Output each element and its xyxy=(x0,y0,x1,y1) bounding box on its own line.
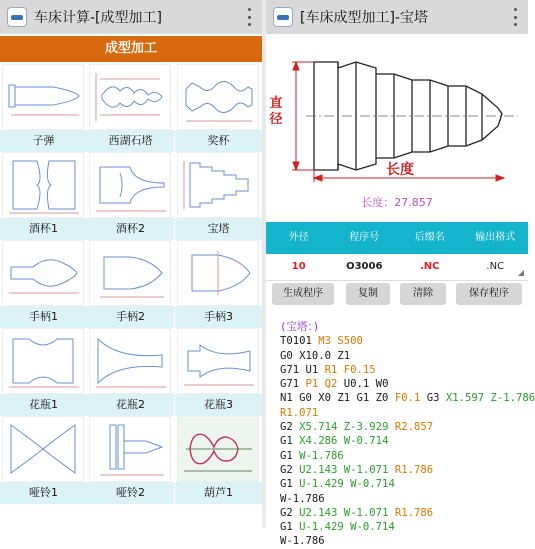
gcode-token: U2.143 xyxy=(299,507,344,519)
gcode-output xyxy=(280,320,526,549)
dumbbell-1-thumbnail xyxy=(2,416,84,482)
vase-2-thumbnail xyxy=(89,328,171,394)
gcode-token: F0.15 xyxy=(344,364,376,376)
gcode-token: G3 xyxy=(427,392,446,404)
lathe-app-icon xyxy=(7,7,27,27)
gcode-token: G2 xyxy=(280,464,299,476)
gcode-line xyxy=(280,449,526,463)
gcode-line xyxy=(280,406,526,420)
gourd-thumbnail xyxy=(177,416,259,482)
gcode-token: R1 xyxy=(325,364,344,376)
gcode-token: G1 xyxy=(280,435,299,447)
shape-item-wine-cup-2[interactable] xyxy=(87,152,174,240)
vase-1-thumbnail xyxy=(2,328,84,394)
column-suffix: 后缀名 xyxy=(397,222,463,254)
trophy-thumbnail xyxy=(177,64,259,130)
shape-item-label: 手柄1 xyxy=(0,306,87,328)
dropdown-arrow-icon xyxy=(518,270,524,276)
gcode-token: U0.1 W0 xyxy=(344,378,389,390)
gcode-token: G71 xyxy=(280,378,306,390)
diameter-label: 直径 xyxy=(268,96,284,128)
shape-item-label: 酒杯1 xyxy=(0,218,87,240)
vase-3-thumbnail xyxy=(177,328,259,394)
gcode-token: G2 xyxy=(280,507,299,519)
gcode-token: W-1.786 xyxy=(280,535,325,547)
gcode-line xyxy=(280,477,526,491)
gcode-line xyxy=(280,420,526,434)
clear-button[interactable]: 清除 xyxy=(400,283,446,305)
shape-item-vase-3[interactable] xyxy=(175,328,262,416)
pagoda-stone-thumbnail xyxy=(89,64,171,130)
shape-item-vase-2[interactable] xyxy=(87,328,174,416)
parameter-inputs xyxy=(266,254,528,281)
shape-item-dumbbell-1[interactable] xyxy=(0,416,87,504)
wine-cup-2-thumbnail xyxy=(89,152,171,218)
gcode-token: X4.286 xyxy=(299,435,344,447)
column-output-format: 输出格式 xyxy=(463,222,529,254)
pagoda-program-screen xyxy=(266,0,528,528)
gcode-token: R1.786 xyxy=(395,464,433,476)
shape-item-west-lake-pagoda[interactable] xyxy=(87,64,174,152)
gcode-line xyxy=(280,434,526,448)
gcode-line xyxy=(280,320,526,334)
gcode-line xyxy=(280,349,526,363)
handle-1-thumbnail xyxy=(2,240,84,306)
shape-item-pagoda[interactable] xyxy=(175,152,262,240)
outer-diameter-input[interactable]: 10 xyxy=(266,254,332,280)
gcode-line xyxy=(280,363,526,377)
shape-item-label: 手柄2 xyxy=(87,306,174,328)
shape-item-handle-3[interactable] xyxy=(175,240,262,328)
shape-item-vase-1[interactable] xyxy=(0,328,87,416)
gcode-token: Q2 xyxy=(325,378,344,390)
gcode-token: F0.1 xyxy=(395,392,427,404)
gcode-line xyxy=(280,506,526,520)
gcode-token: X5.714 xyxy=(299,421,344,433)
gcode-token: W-1.071 xyxy=(344,464,395,476)
gcode-line xyxy=(280,377,526,391)
gcode-token: G1 xyxy=(280,521,299,533)
output-format-value: .NC xyxy=(486,261,504,272)
pagoda-drawing xyxy=(266,34,528,222)
shape-item-label: 奖杯 xyxy=(175,130,262,152)
gcode-token: R2.857 xyxy=(395,421,433,433)
column-program-number: 程序号 xyxy=(332,222,398,254)
shape-item-label: 宝塔 xyxy=(175,218,262,240)
handle-3-thumbnail xyxy=(177,240,259,306)
action-buttons xyxy=(266,283,528,307)
generate-program-button[interactable]: 生成程序 xyxy=(272,283,334,305)
shape-item-label: 哑铃2 xyxy=(87,482,174,504)
bullet-thumbnail xyxy=(2,64,84,130)
gcode-token: Z-3.929 xyxy=(344,421,395,433)
gcode-token: N1 G0 X0 Z1 G1 Z0 xyxy=(280,392,395,404)
gcode-token: Z-1.786 xyxy=(491,392,535,404)
shape-item-label: 手柄3 xyxy=(175,306,262,328)
gcode-line xyxy=(280,534,526,548)
overflow-menu-icon[interactable] xyxy=(248,8,252,26)
gcode-token: T0101 xyxy=(280,335,318,347)
shape-item-wine-cup-1[interactable] xyxy=(0,152,87,240)
shape-menu-screen xyxy=(0,0,262,528)
gcode-token: U-1.429 xyxy=(299,478,350,490)
result-length xyxy=(266,194,528,210)
overflow-menu-icon[interactable] xyxy=(514,8,518,26)
gcode-token: W-1.071 xyxy=(344,507,395,519)
gcode-token: G2 xyxy=(280,421,299,433)
save-program-button[interactable]: 保存程序 xyxy=(456,283,522,305)
gcode-token: G71 U1 xyxy=(280,364,325,376)
result-length-colon: ： xyxy=(383,196,394,209)
pagoda-thumbnail xyxy=(177,152,259,218)
result-length-label: 长度 xyxy=(361,196,383,209)
shape-item-trophy[interactable] xyxy=(175,64,262,152)
gcode-token: W-1.786 xyxy=(280,493,325,505)
shape-item-handle-1[interactable] xyxy=(0,240,87,328)
column-outer-diameter: 外径 xyxy=(266,222,332,254)
gcode-token: R1.071 xyxy=(280,407,318,419)
section-banner: 成型加工 xyxy=(0,36,262,62)
shape-item-label: 花瓶1 xyxy=(0,394,87,416)
output-format-select[interactable] xyxy=(463,254,529,280)
copy-button[interactable]: 复制 xyxy=(346,283,390,305)
app-title: 车床计算-[成型加工] xyxy=(34,7,162,27)
gcode-token: G1 xyxy=(280,450,299,462)
gcode-token: U-1.429 xyxy=(299,521,350,533)
shape-item-bullet[interactable] xyxy=(0,64,87,152)
lathe-app-icon xyxy=(273,7,293,27)
suffix-input[interactable]: .NC xyxy=(397,254,463,280)
shape-item-dumbbell-2[interactable] xyxy=(87,416,174,504)
result-length-value: 27.857 xyxy=(394,196,433,209)
gcode-line xyxy=(280,391,526,405)
gcode-line xyxy=(280,520,526,534)
gcode-token: W-0.714 xyxy=(350,521,395,533)
program-number-input[interactable]: O3006 xyxy=(332,254,398,280)
gcode-token: U2.143 xyxy=(299,464,344,476)
dumbbell-2-thumbnail xyxy=(89,416,171,482)
shape-item-label: 西湖石塔 xyxy=(87,130,174,152)
gcode-token: R1.786 xyxy=(395,507,433,519)
shape-item-label: 酒杯2 xyxy=(87,218,174,240)
gcode-token: M3 xyxy=(318,335,337,347)
gcode-line xyxy=(280,463,526,477)
wine-cup-1-thumbnail xyxy=(2,152,84,218)
app-title: [车床成型加工]-宝塔 xyxy=(300,7,428,27)
gcode-token: W-1.786 xyxy=(299,450,344,462)
gcode-token: G0 X10.0 Z1 xyxy=(280,350,350,362)
gcode-token: W-0.714 xyxy=(350,478,395,490)
shape-item-label: 花瓶2 xyxy=(87,394,174,416)
shape-item-label: 花瓶3 xyxy=(175,394,262,416)
length-label: 长度 xyxy=(386,159,414,179)
gcode-token: X1.597 xyxy=(446,392,491,404)
gcode-line xyxy=(280,334,526,348)
gcode-line xyxy=(280,492,526,506)
gcode-token: G1 xyxy=(280,478,299,490)
app-bar xyxy=(266,0,528,34)
shape-item-label: 葫芦1 xyxy=(175,482,262,504)
app-bar xyxy=(0,0,262,34)
parameter-header xyxy=(266,222,528,254)
gcode-token: P1 xyxy=(306,378,325,390)
shape-item-label: 哑铃1 xyxy=(0,482,87,504)
gcode-token: W-0.714 xyxy=(344,435,389,447)
shape-item-label: 子弹 xyxy=(0,130,87,152)
handle-2-thumbnail xyxy=(89,240,171,306)
gcode-token: (宝塔：) xyxy=(280,321,319,333)
gcode-token: S500 xyxy=(337,335,363,347)
shape-item-handle-2[interactable] xyxy=(87,240,174,328)
shape-item-gourd-1[interactable] xyxy=(175,416,262,504)
